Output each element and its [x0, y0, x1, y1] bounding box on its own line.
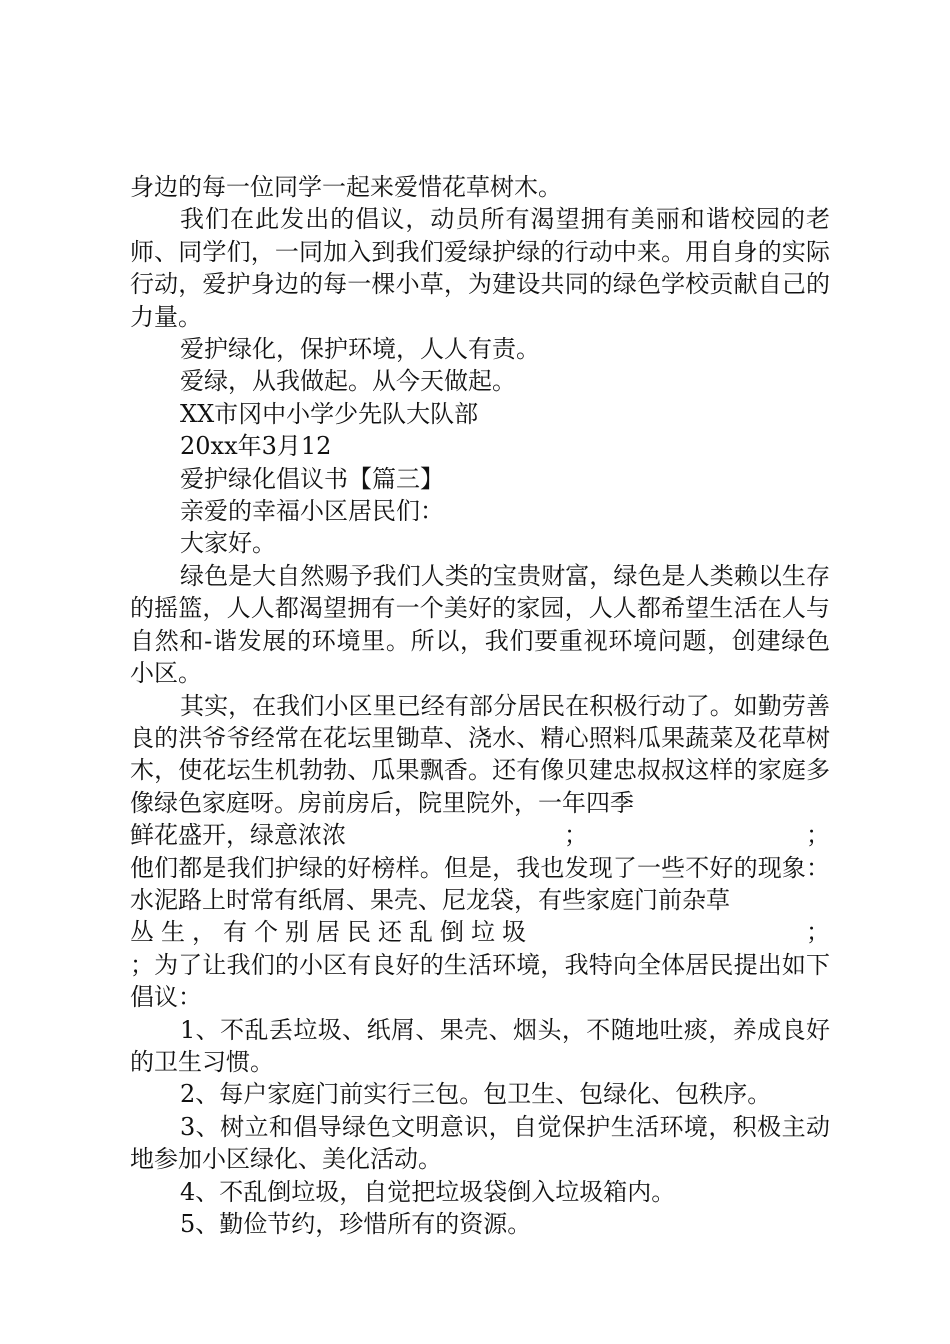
- paragraph-actions: 其实，在我们小区里已经有部分居民在积极行动了。如勤劳善良的洪爷爷经常在花坛里锄草、浇水、精心照料瓜果蔬菜及花草树木，使花坛生机勃勃、瓜果飘香。还有像贝建忠叔叔这样的家庭多像绿色家庭呀。房前房后，院里院外，一年四季: [130, 691, 830, 817]
- item-2: 2、每户家庭门前实行三包。包卫生、包绿化、包秩序。: [180, 1080, 772, 1109]
- item-4: 4、不乱倒垃圾，自觉把垃圾袋倒入垃圾箱内。: [180, 1177, 676, 1206]
- paragraph-proposal: ；为了让我们的小区有良好的生活环境，我特向全体居民提出如下倡议：: [130, 950, 830, 1012]
- paragraph-3: 爱护绿化，保护环境，人人有责。: [180, 335, 540, 364]
- line-text: 丛生，有个别居民还乱倒垃圾: [130, 918, 533, 947]
- item-3: 3、树立和倡导绿色文明意识，自觉保护生活环境，积极主动地参加小区绿化、美化活动。: [130, 1112, 830, 1174]
- semicolon: ；: [564, 821, 588, 850]
- paragraph-green: 绿色是大自然赐予我们人类的宝贵财富，绿色是人类赖以生存的摇篮，人人都渴望拥有一个美好的家园，人人都希望生活在人与自然和-谐发展的环境里。所以，我们要重视环境问题，创建绿色小区。: [130, 561, 830, 688]
- semicolon: ；: [806, 821, 830, 850]
- paragraph-4: 爱绿，从我做起。从今天做起。: [180, 367, 516, 396]
- greeting: 大家好。: [180, 529, 276, 558]
- item-5: 5、勤俭节约，珍惜所有的资源。: [180, 1210, 532, 1238]
- justified-line-1: [130, 819, 830, 851]
- line-text: 鲜花盛开，绿意浓浓: [130, 821, 346, 850]
- salutation: 亲爱的幸福小区居民们：: [180, 497, 444, 526]
- item-1: 1、不乱丢垃圾、纸屑、果壳、烟头，不随地吐痰，养成良好的卫生习惯。: [130, 1015, 830, 1076]
- section-title: 爱护绿化倡议书【篇三】: [180, 464, 444, 493]
- semicolon: ；: [806, 918, 830, 947]
- signature-org: XX市冈中小学少先队大队部: [180, 399, 479, 428]
- justified-line-2: [130, 916, 830, 948]
- paragraph-2: 我们在此发出的倡议，动员所有渴望拥有美丽和谐校园的老师、同学们，一同加入到我们爱绿护绿的行动中来。用自身的实际行动，爱护身边的每一棵小草，为建设共同的绿色学校贡献自己的力量。: [130, 205, 830, 331]
- signature-date: 20xx年3月12: [180, 432, 332, 461]
- document-body: [130, 171, 830, 1240]
- paragraph-problems: 他们都是我们护绿的好榜样。但是，我也发现了一些不好的现象：水泥路上时常有纸屑、果壳、尼龙袋，有些家庭门前杂草: [130, 853, 830, 914]
- paragraph-1: 身边的每一位同学一起来爱惜花草树木。: [130, 173, 562, 201]
